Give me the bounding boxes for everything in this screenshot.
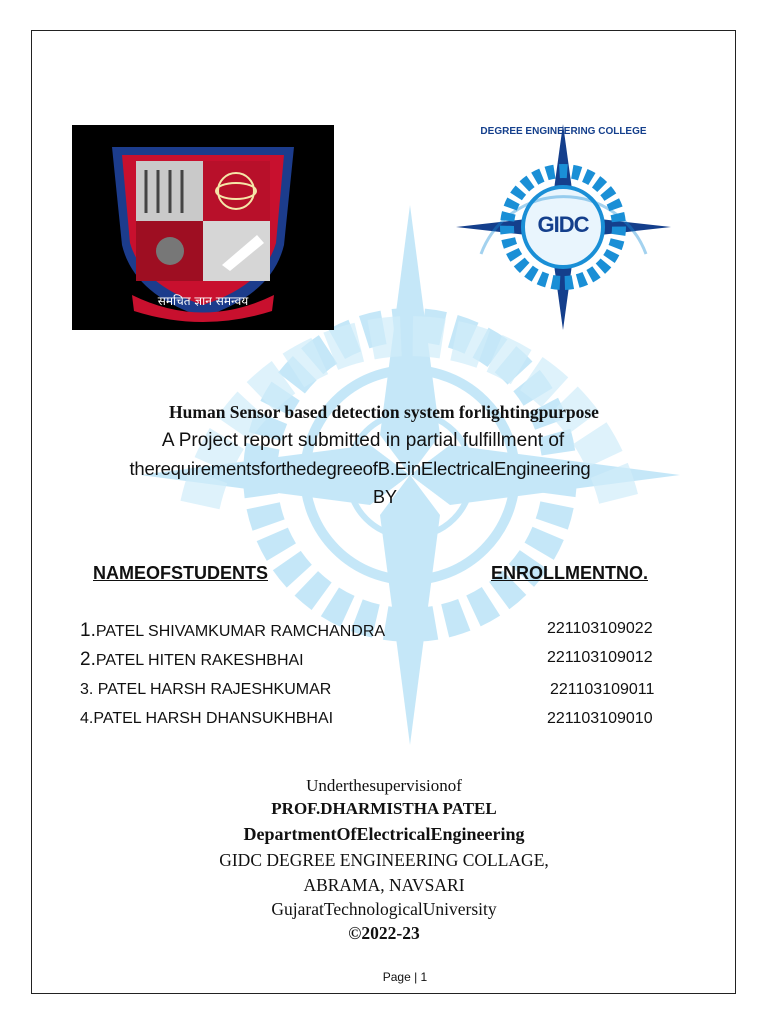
subtitle-line-2: therequirementsforthedegreeofB.EinElectricalEngineering (129, 458, 591, 479)
students-header: NAMEOFSTUDENTS (93, 563, 268, 583)
by-label: BY (372, 487, 397, 507)
student-number: 3. (80, 681, 98, 698)
subtitle-line-1: A Project report submitted in partial fulfillment of (161, 430, 565, 451)
student-name: PATEL SHIVAMKUMAR RAMCHANDRA (95, 623, 386, 640)
college-logo (456, 124, 671, 330)
student-enrollment: 221103109012 (547, 649, 653, 666)
student-number: 1. (80, 620, 96, 641)
student-name: PATEL HARSH DHANSUKHBHAI (93, 710, 334, 727)
enrollment-header: ENROLLMENTNO. (491, 563, 648, 583)
student-enrollment: 221103109010 (547, 710, 653, 727)
student-row (80, 620, 385, 642)
student-number: 2. (80, 649, 96, 670)
department-name: DepartmentOfElectricalEngineering (243, 824, 525, 844)
college-location: ABRAMA, NAVSARI (303, 875, 465, 895)
college-name: GIDC DEGREE ENGINEERING COLLAGE, (219, 850, 549, 870)
college-logo-arc-text: DEGREE ENGINEERING COLLEGE (480, 126, 647, 137)
student-row (80, 649, 304, 671)
logo-motto: समचित ज्ञान समन्वय (157, 294, 249, 308)
academic-year: ©2022-23 (348, 923, 420, 943)
student-enrollment: 221103109022 (547, 620, 653, 637)
university-logo (72, 125, 334, 330)
project-title: Human Sensor based detection system forlightingpurpose (169, 402, 599, 422)
student-number: 4. (80, 710, 94, 727)
student-row (80, 681, 331, 699)
student-enrollment: 221103109011 (550, 681, 655, 698)
supervision-label: Underthesupervisionof (306, 776, 462, 795)
student-name: PATEL HARSH RAJESHKUMAR (97, 681, 332, 698)
college-logo-center: GIDC (537, 212, 589, 237)
university-name: GujaratTechnologicalUniversity (271, 899, 497, 919)
page-number: Page | 1 (382, 970, 428, 984)
professor-name: PROF.DHARMISTHA PATEL (271, 799, 497, 818)
student-name: PATEL HITEN RAKESHBHAI (95, 652, 304, 669)
student-row (80, 710, 333, 728)
